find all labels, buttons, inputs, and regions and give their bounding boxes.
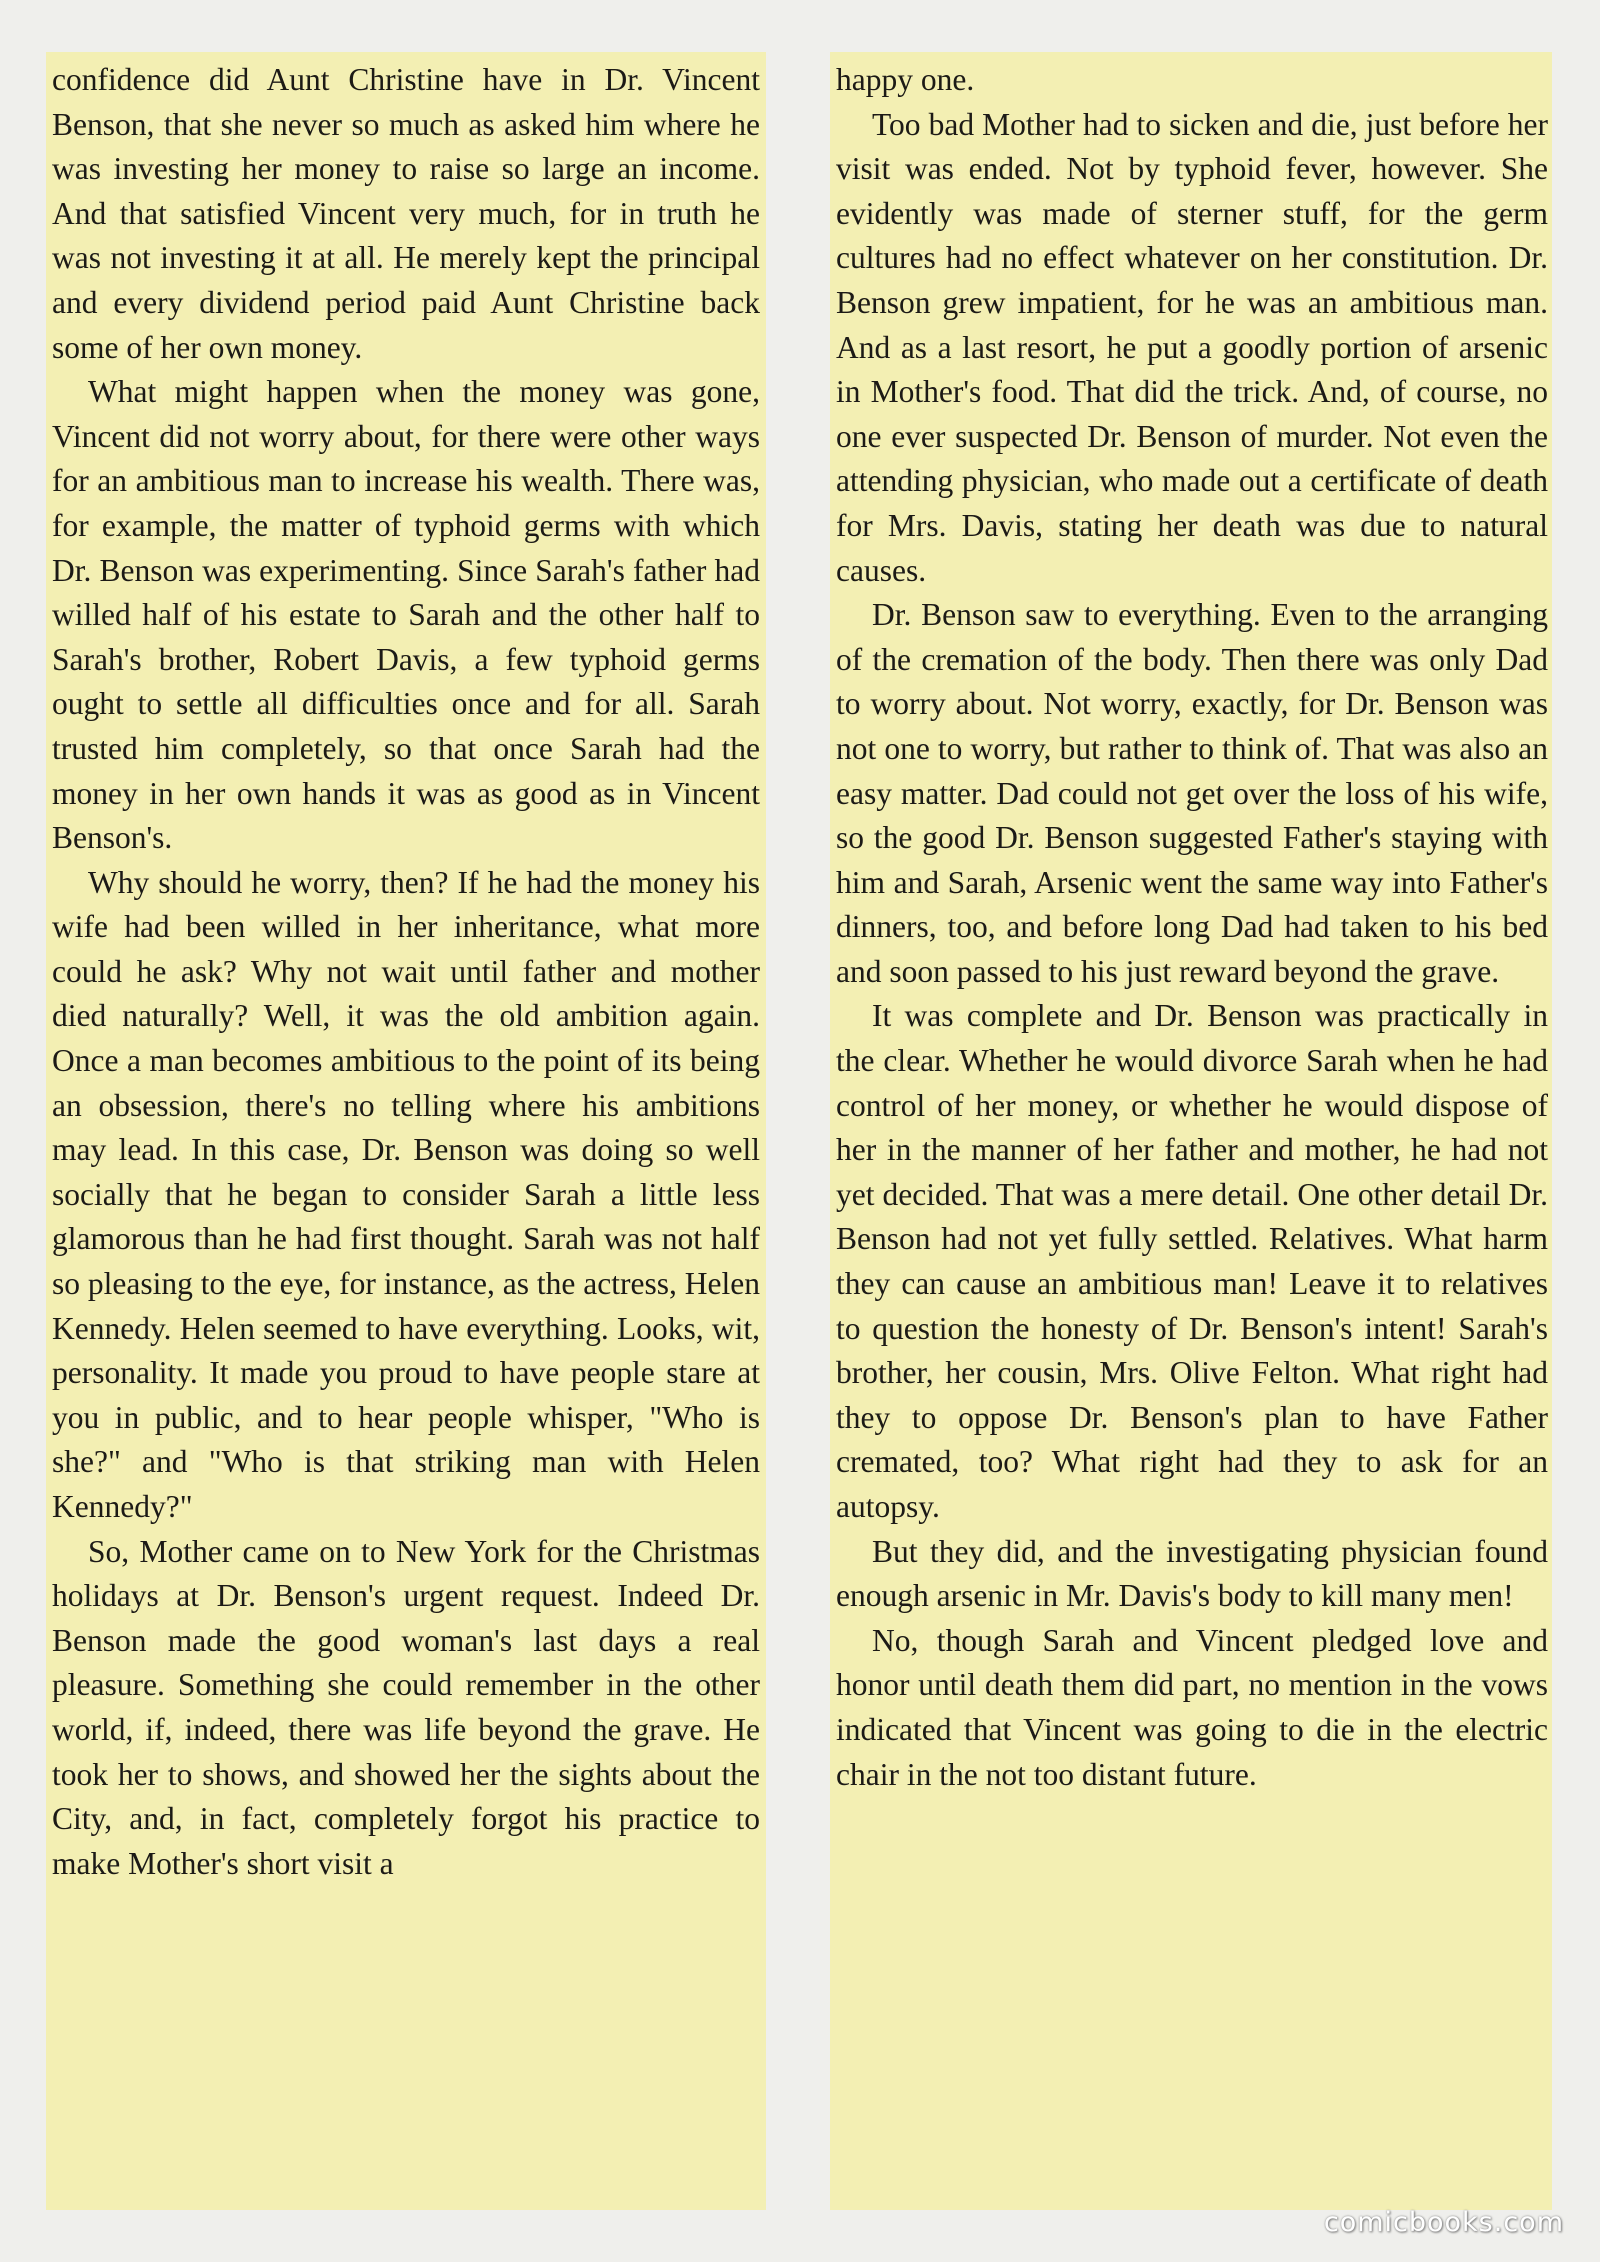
paragraph: Why should he worry, then? If he had the money his wife had been willed in her inheritance, what more could he ask? Why not wait until father and mother died naturally? Well, it was the old ambition again. Once a man becomes ambitious to the point of its being an obsession, there's no telling where his ambitions may lead. In this case, Dr. Benson was doing so well socially that he began to consider Sarah a little less glamorous than he had first thought. Sarah was not half so pleasing to the eye, for instance, as the actress, Helen Kennedy. Helen seemed to have everything. Looks, wit, personality. It made you proud to have people stare at you in public, and to hear people whisper, "Who is she?" and "Who is that striking man with Helen Kennedy?" — [52, 864, 760, 1524]
paragraph: It was complete and Dr. Benson was practically in the clear. Whether he would divorce Sarah when he had control of her money, or whether he would dispose of her in the manner of her father and mother, he had not yet decided. That was a mere detail. One other detail Dr. Benson had not yet fully settled. Relatives. What harm they can cause an ambitious man! Leave it to relatives to question the honesty of Dr. Benson's intent! Sarah's brother, her cousin, Mrs. Olive Felton. What right had they to oppose Dr. Benson's plan to have Father cremated, too? What right had they to ask for an autopsy. — [836, 998, 1548, 1524]
paragraph: So, Mother came on to New York for the Christmas holidays at Dr. Benson's urgent request. Indeed Dr. Benson made the good woman's last days a real pleasure. Something she could remember in the other world, if, indeed, there was life beyond the grave. He took her to shows, and showed her the sights about the City, and, in fact, completely forgot his practice to make Mother's short visit a — [52, 1533, 760, 1881]
paragraph: But they did, and the investigating physician found enough arsenic in Mr. Davis's body to kill many men! — [836, 1533, 1548, 1614]
paragraph: No, though Sarah and Vincent pledged love and honor until death them did part, no mention in the vows indicated that Vincent was going to die in the electric chair in the not too distant future. — [836, 1622, 1548, 1792]
site-watermark: comicbooks.com — [1323, 2207, 1564, 2238]
paragraph: Too bad Mother had to sicken and die, just before her visit was ended. Not by typhoid fever, however. She evidently was made of sterner stuff, for the germ cultures had no effect whatever on her constitution. Dr. Benson grew impatient, for he was an ambitious man. And as a last resort, he put a goodly portion of arsenic in Mother's food. That did the trick. And, of course, no one ever suspected Dr. Benson of murder. Not even the attending physician, who made out a certificate of death for Mrs. Davis, stating her death was due to natural causes. — [836, 106, 1548, 588]
paragraph: Dr. Benson saw to everything. Even to the arranging of the cremation of the body. Then there was only Dad to worry about. Not worry, exactly, for Dr. Benson was not one to worry, but rather to think of. That was also an easy matter. Dad could not get over the loss of his wife, so the good Dr. Benson suggested Father's staying with him and Sarah, Arsenic went the same way into Father's dinners, too, and before long Dad had taken to his bed and soon passed to his just reward beyond the grave. — [836, 597, 1548, 989]
left-text-column — [52, 58, 760, 1886]
paragraph: confidence did Aunt Christine have in Dr. Vincent Benson, that she never so much as asked him where he was investing her money to raise so large an income. And that satisfied Vincent very much, for in truth he was not investing it at all. He merely kept the principal and every dividend period paid Aunt Christine back some of her own money. — [52, 62, 760, 365]
paragraph: happy one. — [836, 62, 975, 97]
right-text-column — [836, 58, 1548, 1797]
paragraph: What might happen when the money was gone, Vincent did not worry about, for there were other ways for an ambitious man to increase his wealth. There was, for example, the matter of typhoid germs with which Dr. Benson was experimenting. Since Sarah's father had willed half of his estate to Sarah and the other half to Sarah's brother, Robert Davis, a few typhoid germs ought to settle all difficulties once and for all. Sarah trusted him completely, so that once Sarah had the money in her own hands it was as good as in Vincent Benson's. — [52, 374, 760, 856]
